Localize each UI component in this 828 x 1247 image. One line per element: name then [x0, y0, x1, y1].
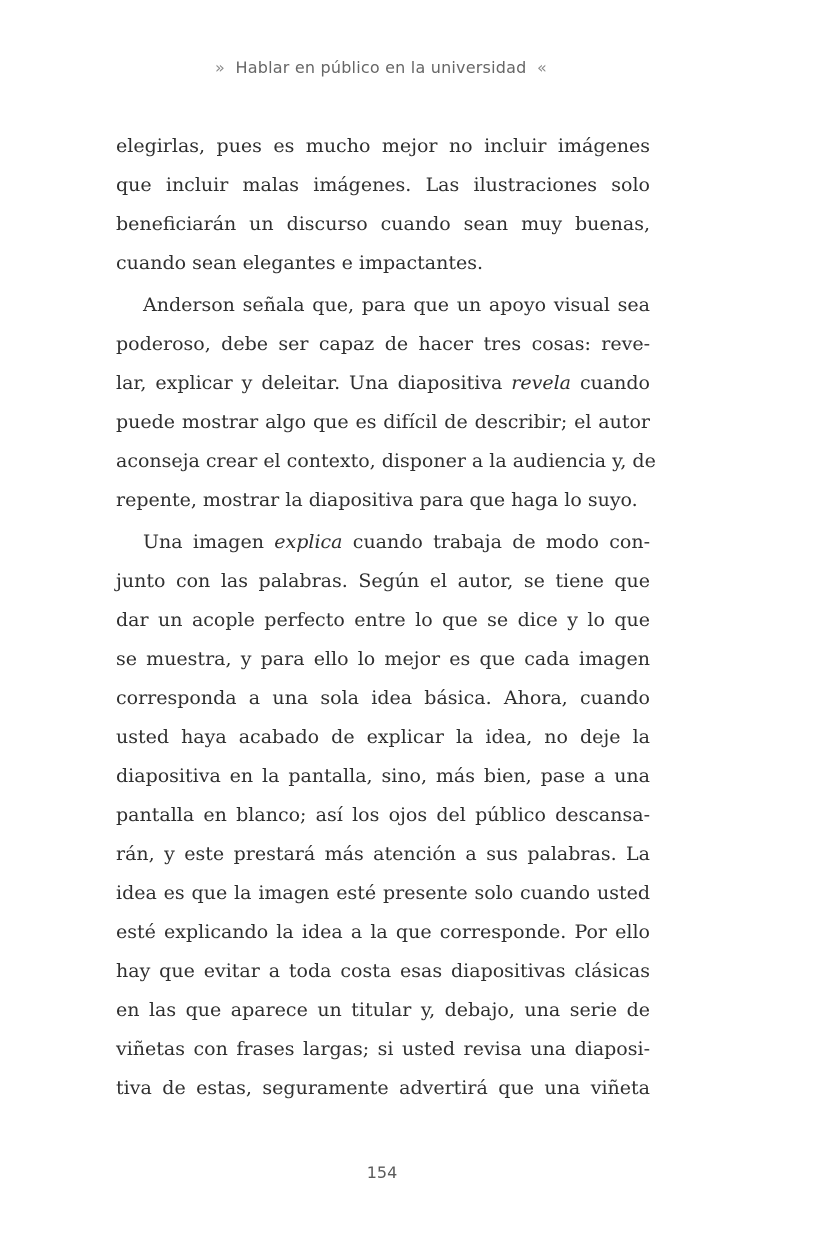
text-line: rán, y este prestará más atención a sus palabras. La — [116, 843, 650, 865]
text-run: cuando — [571, 372, 650, 394]
text-line: puede mostrar algo que es difícil de describir; el autor — [116, 411, 650, 433]
text-line: en las que aparece un titular y, debajo, una serie de — [116, 999, 650, 1021]
text-line: cuando sean elegantes e impactantes. — [116, 252, 484, 274]
text-run: cuando trabaja de modo con- — [342, 531, 650, 553]
text-line: pantalla en blanco; así los ojos del público descansa- — [116, 804, 650, 826]
text-line: repente, mostrar la diapositiva para que haga lo suyo. — [116, 489, 638, 511]
text-line: tiva de estas, seguramente advertirá que una viñeta — [116, 1077, 650, 1099]
text-run: lar, explicar y deleitar. Una diapositiva — [116, 372, 512, 394]
text-line: esté explicando la idea a la que corresponde. Por ello — [116, 921, 650, 943]
text-line: junto con las palabras. Según el autor, se tiene que — [116, 570, 650, 592]
text-line — [116, 364, 650, 403]
body-text — [116, 127, 656, 1108]
running-header — [0, 58, 762, 77]
text-line: elegirlas, pues es mucho mejor no incluir imágenes — [116, 135, 650, 157]
text-line: usted haya acabado de explicar la idea, no deje la — [116, 726, 650, 748]
text-line: Anderson señala que, para que un apoyo visual sea — [143, 294, 650, 316]
text-line: dar un acople perfecto entre lo que se dice y lo que — [116, 609, 650, 631]
paragraph — [116, 127, 650, 283]
header-title: Hablar en público en la universidad — [235, 58, 527, 77]
text-line: aconseja crear el contexto, disponer a la audiencia y, de — [116, 450, 656, 472]
paragraph — [116, 286, 656, 520]
text-line: diapositiva en la pantalla, sino, más bien, pase a una — [116, 765, 650, 787]
text-line: beneficiarán un discurso cuando sean muy buenas, — [116, 213, 650, 235]
text-line: hay que evitar a toda costa esas diapositivas clásicas — [116, 960, 650, 982]
text-line: se muestra, y para ello lo mejor es que cada imagen — [116, 648, 650, 670]
text-line — [116, 523, 650, 562]
text-line: que incluir malas imágenes. Las ilustraciones solo — [116, 174, 650, 196]
text-line: viñetas con frases largas; si usted revisa una diaposi- — [116, 1038, 650, 1060]
emphasis-explica: explica — [274, 531, 343, 553]
paragraph — [116, 523, 650, 1108]
text-line: corresponda a una sola idea básica. Ahora, cuando — [116, 687, 650, 709]
text-line: poderoso, debe ser capaz de hacer tres cosas: reve- — [116, 333, 650, 355]
emphasis-revela: revela — [511, 372, 572, 394]
text-run: Una imagen — [143, 531, 275, 553]
text-line: idea es que la imagen esté presente solo cuando usted — [116, 882, 650, 904]
header-open-mark: » — [214, 58, 225, 77]
page-number: 154 — [366, 1163, 398, 1182]
header-close-mark: « — [537, 58, 548, 77]
